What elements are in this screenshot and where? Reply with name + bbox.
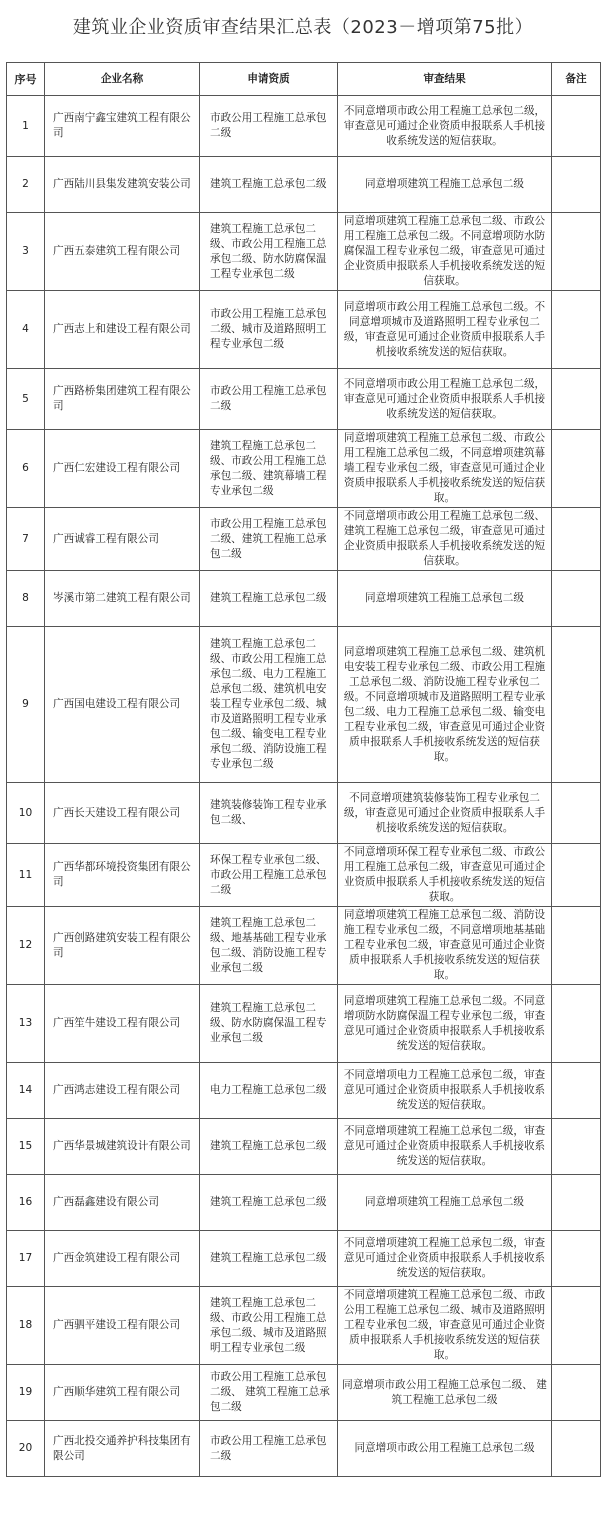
table-row: [7, 1287, 601, 1365]
table-row: [7, 213, 601, 291]
company-name: 广西五泰建筑工程有限公司: [45, 213, 200, 291]
remark: [552, 627, 601, 783]
remark: [552, 985, 601, 1063]
review-result: 同意增项建筑工程施工总承包二级: [338, 1175, 552, 1231]
applied-qualification: 市政公用工程施工总承包二级、城市及道路照明工程专业承包二级: [200, 291, 338, 369]
review-result: 同意增项建筑工程施工总承包二级、市政公用工程施工总承包二级，不同意增项建筑幕墙工程专业承包二级，审查意见可通过企业资质申报联系人手机接收系统发送的短信获取。: [338, 430, 552, 508]
row-number: 8: [7, 571, 45, 627]
company-name: 广西诚睿工程有限公司: [45, 508, 200, 571]
review-result: 不同意增项市政公用工程施工总承包二级、建筑工程施工总承包二级，审查意见可通过企业资质申报联系人手机接收系统发送的短信获取。: [338, 508, 552, 571]
remark: [552, 1119, 601, 1175]
review-result: 不同意增项电力工程施工总承包二级，审查意见可通过企业资质申报联系人手机接收系统发送的短信获取。: [338, 1063, 552, 1119]
row-number: 3: [7, 213, 45, 291]
company-name: 广西华景城建筑设计有限公司: [45, 1119, 200, 1175]
applied-qualification: 建筑工程施工总承包二级、市政公用工程施工总承包二级、电力工程施工总承包二级、建筑机电安装工程专业承包二级、城市及道路照明工程专业承包二级、输变电工程专业承包二级、消防设施工程专业承包二级: [200, 627, 338, 783]
header-remark: 备注: [552, 63, 601, 96]
table-row: [7, 291, 601, 369]
company-name: 广西国电建设工程有限公司: [45, 627, 200, 783]
review-result: 同意增项市政公用工程施工总承包二级: [338, 1421, 552, 1477]
table-row: [7, 783, 601, 844]
applied-qualification: 市政公用工程施工总承包二级、建筑工程施工总承包二级: [200, 508, 338, 571]
remark: [552, 1421, 601, 1477]
row-number: 4: [7, 291, 45, 369]
remark: [552, 1231, 601, 1287]
row-number: 17: [7, 1231, 45, 1287]
row-number: 15: [7, 1119, 45, 1175]
table-row: [7, 96, 601, 157]
remark: [552, 1365, 601, 1421]
review-result: 不同意增项建筑工程施工总承包二级，审查意见可通过企业资质申报联系人手机接收系统发送的短信获取。: [338, 1231, 552, 1287]
row-number: 16: [7, 1175, 45, 1231]
applied-qualification: 建筑工程施工总承包二级、地基基础工程专业承包二级、消防设施工程专业承包二级: [200, 907, 338, 985]
company-name: 广西创路建筑安装工程有限公司: [45, 907, 200, 985]
company-name: 岑溪市第二建筑工程有限公司: [45, 571, 200, 627]
company-name: 广西北投交通养护科技集团有限公司: [45, 1421, 200, 1477]
review-result: 同意增项建筑工程施工总承包二级、消防设施工程专业承包二级，不同意增项地基基础工程专业承包二级，审查意见可通过企业资质申报联系人手机接收系统发送的短信获取。: [338, 907, 552, 985]
review-result: 不同意增项建筑装修装饰工程专业承包二级，审查意见可通过企业资质申报联系人手机接收系统发送的短信获取。: [338, 783, 552, 844]
applied-qualification: 建筑工程施工总承包二级: [200, 1231, 338, 1287]
table-body: [7, 96, 601, 1477]
page-title: 建筑业企业资质审查结果汇总表（2023－增项第75批）: [72, 17, 534, 38]
remark: [552, 1063, 601, 1119]
applied-qualification: 建筑工程施工总承包二级: [200, 1175, 338, 1231]
row-number: 18: [7, 1287, 45, 1365]
results-table: [6, 62, 601, 1477]
remark: [552, 1287, 601, 1365]
header-company: 企业名称: [45, 63, 200, 96]
row-number: 7: [7, 508, 45, 571]
table-row: [7, 1063, 601, 1119]
applied-qualification: 建筑工程施工总承包二级、市政公用工程施工总承包二级、城市及道路照明工程专业承包二级: [200, 1287, 338, 1365]
table-row: [7, 1175, 601, 1231]
header-seq: 序号: [7, 63, 45, 96]
company-name: 广西仁宏建设工程有限公司: [45, 430, 200, 508]
company-name: 广西华都环境投资集团有限公司: [45, 844, 200, 907]
row-number: 2: [7, 157, 45, 213]
table-row: [7, 508, 601, 571]
remark: [552, 213, 601, 291]
review-result: 同意增项建筑工程施工总承包二级: [338, 157, 552, 213]
remark: [552, 844, 601, 907]
review-result: 不同意增项建筑工程施工总承包二级，审查意见可通过企业资质申报联系人手机接收系统发送的短信获取。: [338, 1119, 552, 1175]
table-row: [7, 1365, 601, 1421]
company-name: 广西长天建设工程有限公司: [45, 783, 200, 844]
table-row: [7, 430, 601, 508]
company-name: 广西磊鑫建设有限公司: [45, 1175, 200, 1231]
company-name: 广西驷平建设工程有限公司: [45, 1287, 200, 1365]
applied-qualification: 市政公用工程施工总承包二级: [200, 96, 338, 157]
applied-qualification: 电力工程施工总承包二级: [200, 1063, 338, 1119]
table-row: [7, 844, 601, 907]
remark: [552, 783, 601, 844]
header-result: 审查结果: [338, 63, 552, 96]
row-number: 10: [7, 783, 45, 844]
remark: [552, 96, 601, 157]
table-row: [7, 907, 601, 985]
remark: [552, 1175, 601, 1231]
row-number: 12: [7, 907, 45, 985]
company-name: 广西南宁鑫宝建筑工程有限公司: [45, 96, 200, 157]
applied-qualification: 建筑工程施工总承包二级、市政公用工程施工总承包二级、建筑幕墙工程专业承包二级: [200, 430, 338, 508]
applied-qualification: 环保工程专业承包二级、市政公用工程施工总承包二级: [200, 844, 338, 907]
review-result: 同意增项建筑工程施工总承包二级、市政公用工程施工总承包二级。不同意增项防水防腐保温工程专业承包二级，审查意见可通过企业资质申报联系人手机接收系统发送的短信获取。: [338, 213, 552, 291]
review-result: 同意增项市政公用工程施工总承包二级、 建筑工程施工总承包二级: [338, 1365, 552, 1421]
row-number: 9: [7, 627, 45, 783]
applied-qualification: 建筑工程施工总承包二级: [200, 157, 338, 213]
remark: [552, 571, 601, 627]
company-name: 广西顺华建筑工程有限公司: [45, 1365, 200, 1421]
row-number: 11: [7, 844, 45, 907]
header-row: [7, 63, 601, 96]
applied-qualification: 建筑工程施工总承包二级: [200, 571, 338, 627]
remark: [552, 369, 601, 430]
table-row: [7, 157, 601, 213]
review-result: 不同意增项建筑工程施工总承包二级、市政公用工程施工总承包二级、城市及道路照明工程专业承包二级，审查意见可通过企业资质申报联系人手机接收系统发送的短信获取。: [338, 1287, 552, 1365]
table-row: [7, 571, 601, 627]
company-name: 广西金筑建设工程有限公司: [45, 1231, 200, 1287]
table-row: [7, 1119, 601, 1175]
remark: [552, 291, 601, 369]
table-row: [7, 369, 601, 430]
row-number: 14: [7, 1063, 45, 1119]
applied-qualification: 建筑工程施工总承包二级: [200, 1119, 338, 1175]
row-number: 20: [7, 1421, 45, 1477]
review-result: 不同意增项市政公用工程施工总承包二级，审查意见可通过企业资质申报联系人手机接收系统发送的短信获取。: [338, 369, 552, 430]
company-name: 广西陆川县集发建筑安装公司: [45, 157, 200, 213]
company-name: 广西路桥集团建筑工程有限公司: [45, 369, 200, 430]
row-number: 5: [7, 369, 45, 430]
applied-qualification: 市政公用工程施工总承包二级: [200, 1421, 338, 1477]
applied-qualification: 建筑工程施工总承包二级、防水防腐保温工程专业承包二级: [200, 985, 338, 1063]
remark: [552, 430, 601, 508]
remark: [552, 508, 601, 571]
row-number: 6: [7, 430, 45, 508]
applied-qualification: 市政公用工程施工总承包二级、 建筑工程施工总承包二级: [200, 1365, 338, 1421]
table-row: [7, 1231, 601, 1287]
header-qualification: 申请资质: [200, 63, 338, 96]
row-number: 1: [7, 96, 45, 157]
table-row: [7, 627, 601, 783]
review-result: 不同意增项市政公用工程施工总承包二级，审查意见可通过企业资质申报联系人手机接收系统发送的短信获取。: [338, 96, 552, 157]
review-result: 同意增项建筑工程施工总承包二级、建筑机电安装工程专业承包二级、市政公用工程施工总承包二级、消防设施工程专业承包二级。不同意增项城市及道路照明工程专业承包二级、电力工程施工总承包二级、输变电工程专业承包二级，审查意见可通过企业资质申报联系人手机接收系统发送的短信获取。: [338, 627, 552, 783]
remark: [552, 907, 601, 985]
row-number: 19: [7, 1365, 45, 1421]
table-row: [7, 1421, 601, 1477]
applied-qualification: 建筑工程施工总承包二级、市政公用工程施工总承包二级、防水防腐保温工程专业承包二级: [200, 213, 338, 291]
applied-qualification: 建筑装修装饰工程专业承包二级、: [200, 783, 338, 844]
applied-qualification: 市政公用工程施工总承包二级: [200, 369, 338, 430]
review-result: 同意增项建筑工程施工总承包二级: [338, 571, 552, 627]
review-result: 同意增项建筑工程施工总承包二级。不同意增项防水防腐保温工程专业承包二级，审查意见可通过企业资质申报联系人手机接收系统发送的短信获取。: [338, 985, 552, 1063]
company-name: 广西志上和建设工程有限公司: [45, 291, 200, 369]
remark: [552, 157, 601, 213]
company-name: 广西鸿志建设工程有限公司: [45, 1063, 200, 1119]
table-row: [7, 985, 601, 1063]
review-result: 不同意增项环保工程专业承包二级、市政公用工程施工总承包二级，审查意见可通过企业资质申报联系人手机接收系统发送的短信获取。: [338, 844, 552, 907]
review-result: 同意增项市政公用工程施工总承包二级。不同意增项城市及道路照明工程专业承包二级，审查意见可通过企业资质申报联系人手机接收系统发送的短信获取。: [338, 291, 552, 369]
row-number: 13: [7, 985, 45, 1063]
company-name: 广西笙牛建设工程有限公司: [45, 985, 200, 1063]
